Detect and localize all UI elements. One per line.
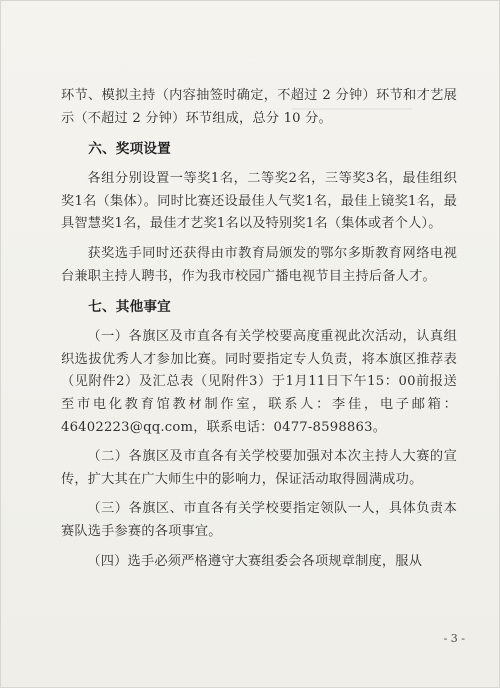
paragraph-other-matter-1: （一）各旗区及市直各有关学校要高度重视此次活动，认真组织选拔优秀人才参加比赛。同时要指定专人负责，将本旗区推荐表（见附件2）及汇总表（见附件3）于1月11日下午15：00前报送至市电化教育馆教材制作室，联系人：李佳，电子邮箱：46402223@qq.com，联系电话：0477-8598863。 <box>61 329 457 435</box>
paragraph-other-matter-4: （四）选手必须严格遵守大赛组委会各项规章制度，服从 <box>87 553 423 569</box>
paragraph-award-settings: 各组分别设置一等奖1名，二等奖2名，三等奖3名，最佳组织奖1名（集体）。同时比赛还设最佳人气奖1名，最佳上镜奖1名，最具智慧奖1名，最佳才艺奖1名以及特别奖1名（集体或者个人）。 <box>61 171 457 232</box>
paragraph-evaluation-continuation: 环节、模拟主持（内容抽签时确定，不超过 2 分钟）环节和才艺展示（不超过 2 分钟）环节组成，总分 10 分。 <box>61 88 457 126</box>
paragraph-other-matter-3: （三）各旗区、市直各有关学校要指定领队一人，具体负责本赛队选手参赛的各项事宜。 <box>61 501 457 539</box>
page-number: - 3 - <box>443 632 465 645</box>
paragraph-award-certificate: 获奖选手同时还获得由市教育局颁发的鄂尔多斯教育网络电视台兼职主持人聘书，作为我市校园广播电视节目主持后备人才。 <box>61 245 457 284</box>
paragraph-other-matter-2: （二）各旗区及市直各有关学校要加强对本次主持人大赛的宣传，扩大其在广大师生中的影响力，保证活动取得圆满成功。 <box>61 449 457 487</box>
document-body <box>61 85 457 573</box>
section-heading-other-matters: 七、其他事宜 <box>88 299 171 316</box>
section-heading-awards: 六、奖项设置 <box>88 141 171 158</box>
